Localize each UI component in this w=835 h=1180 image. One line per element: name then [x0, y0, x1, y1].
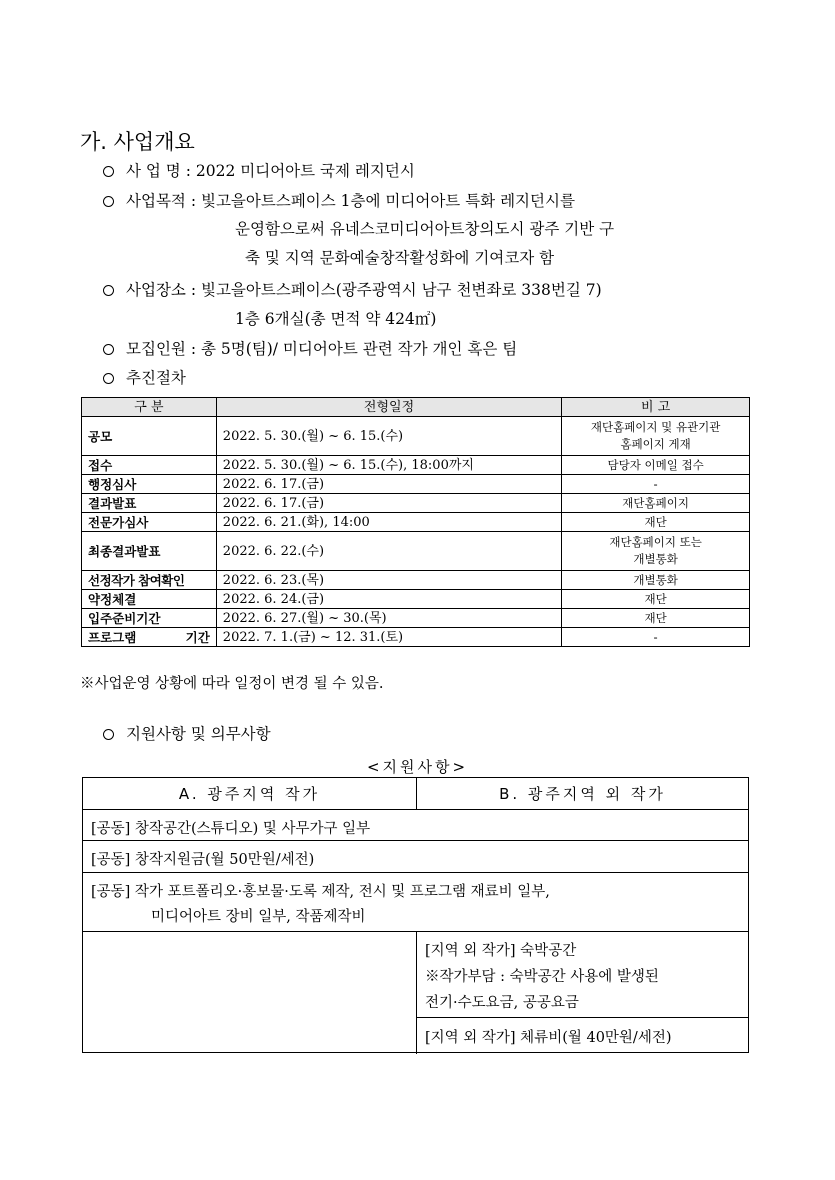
- schedule-label: 선정작가 참여확인: [82, 571, 217, 590]
- schedule-label: 약정체결: [82, 590, 217, 609]
- support-heading: 지원사항 및 의무사항: [103, 722, 271, 744]
- table-row: [82, 628, 750, 647]
- circle-bullet-icon: [103, 166, 114, 177]
- circle-bullet-icon: [103, 344, 114, 355]
- support-col-b-header: B. 광주지역 외 작가: [499, 785, 666, 803]
- section-title: 가. 사업개요: [80, 130, 195, 154]
- schedule-date: 2022. 7. 1.(금) ~ 12. 31.(토): [216, 628, 561, 647]
- table-row: [82, 513, 750, 532]
- table-row: [82, 494, 750, 513]
- support-outside-lodging: [지역 외 작가] 숙박공간: [425, 943, 577, 959]
- schedule-note: 담당자 이메일 접수: [562, 456, 750, 475]
- overview-item-name: 사 업 명 : 2022 미디어아트 국제 레지던시: [103, 160, 415, 182]
- support-caption: <지원사항>: [366, 758, 469, 776]
- schedule-label: 결과발표: [82, 494, 217, 513]
- divider: [83, 872, 748, 873]
- schedule-note: 재단: [562, 609, 750, 628]
- support-outside-lodging-note: ※작가부담 : 숙박공간 사용에 발생된: [425, 969, 659, 985]
- schedule-date: 2022. 6. 22.(수): [216, 532, 561, 571]
- schedule-footnote: ※사업운영 상황에 따라 일정이 변경 될 수 있음.: [80, 676, 384, 692]
- schedule-date: 2022. 5. 30.(월) ~ 6. 15.(수): [216, 417, 561, 456]
- overview-item-purpose: 사업목적 : 빛고을아트스페이스 1층에 미디어아트 특화 레지던시를: [103, 190, 575, 212]
- overview-purpose-line-2: 운영함으로써 유네스코미디어아트창의도시 광주 기반 구: [235, 220, 615, 238]
- schedule-note: -: [562, 628, 750, 647]
- overview-item-location: 사업장소 : 빛고을아트스페이스(광주광역시 남구 천변좌로 338번길 7): [103, 279, 602, 301]
- schedule-note: 개별통화: [562, 571, 750, 590]
- divider: [416, 931, 417, 1054]
- overview-location-line-2: 1층 6개실(총 면적 약 424㎡): [235, 310, 437, 328]
- schedule-note: 재단: [562, 513, 750, 532]
- schedule-note: 재단: [562, 590, 750, 609]
- overview-item-process: 추진절차: [103, 367, 186, 389]
- support-col-a-header: A. 광주지역 작가: [178, 785, 321, 803]
- schedule-date: 2022. 6. 24.(금): [216, 590, 561, 609]
- table-row: [82, 417, 750, 456]
- schedule-date: 2022. 5. 30.(월) ~ 6. 15.(수), 18:00까지: [216, 456, 561, 475]
- support-outside-lodging-note-2: 전기·수도요금, 공공요금: [425, 995, 579, 1011]
- divider: [83, 809, 748, 810]
- schedule-note: -: [562, 475, 750, 494]
- schedule-label: 공모: [82, 417, 217, 456]
- circle-bullet-icon: [103, 729, 114, 740]
- schedule-label: 프로그램 기간: [82, 628, 217, 647]
- schedule-label: 행정심사: [82, 475, 217, 494]
- schedule-note: 재단홈페이지 또는 개별통화: [562, 532, 750, 571]
- table-row: [82, 456, 750, 475]
- overview-purpose-line-3: 축 및 지역 문화예술창작활성화에 기여코자 함: [245, 249, 555, 267]
- schedule-label: 접수: [82, 456, 217, 475]
- divider: [83, 840, 748, 841]
- schedule-date: 2022. 6. 21.(화), 14:00: [216, 513, 561, 532]
- circle-bullet-icon: [103, 285, 114, 296]
- support-table: [82, 777, 749, 1053]
- schedule-header-dates: 전형일정: [216, 398, 561, 417]
- schedule-date: 2022. 6. 27.(월) ~ 30.(목): [216, 609, 561, 628]
- schedule-note: 재단홈페이지 및 유관기관 홈페이지 게재: [562, 417, 750, 456]
- support-common-materials-line-2: 미디어아트 장비 일부, 작품제작비: [151, 909, 366, 925]
- support-common-studio: [공동] 창작공간(스튜디오) 및 사무가구 일부: [91, 821, 371, 837]
- schedule-date: 2022. 6. 17.(금): [216, 494, 561, 513]
- schedule-label: 입주준비기간: [82, 609, 217, 628]
- overview-item-recruit: 모집인원 : 총 5명(팀)/ 미디어아트 관련 작가 개인 혹은 팀: [103, 338, 517, 360]
- schedule-date: 2022. 6. 23.(목): [216, 571, 561, 590]
- divider: [416, 1017, 748, 1018]
- schedule-header-notes: 비 고: [562, 398, 750, 417]
- circle-bullet-icon: [103, 196, 114, 207]
- schedule-table: [81, 397, 750, 647]
- schedule-header-row: [82, 398, 750, 417]
- schedule-header-category: 구 분: [82, 398, 217, 417]
- schedule-date: 2022. 6. 17.(금): [216, 475, 561, 494]
- schedule-label: 최종결과발표: [82, 532, 217, 571]
- schedule-label: 전문가심사: [82, 513, 217, 532]
- support-common-grant: [공동] 창작지원금(월 50만원/세전): [91, 852, 315, 868]
- circle-bullet-icon: [103, 373, 114, 384]
- table-row: [82, 590, 750, 609]
- table-row: [82, 609, 750, 628]
- support-outside-stay: [지역 외 작가] 체류비(월 40만원/세전): [425, 1030, 672, 1046]
- table-row: [82, 532, 750, 571]
- support-common-materials: [공동] 작가 포트폴리오·홍보물·도록 제작, 전시 및 프로그램 재료비 일부,: [91, 884, 550, 900]
- table-row: [82, 475, 750, 494]
- schedule-note: 재단홈페이지: [562, 494, 750, 513]
- table-row: [82, 571, 750, 590]
